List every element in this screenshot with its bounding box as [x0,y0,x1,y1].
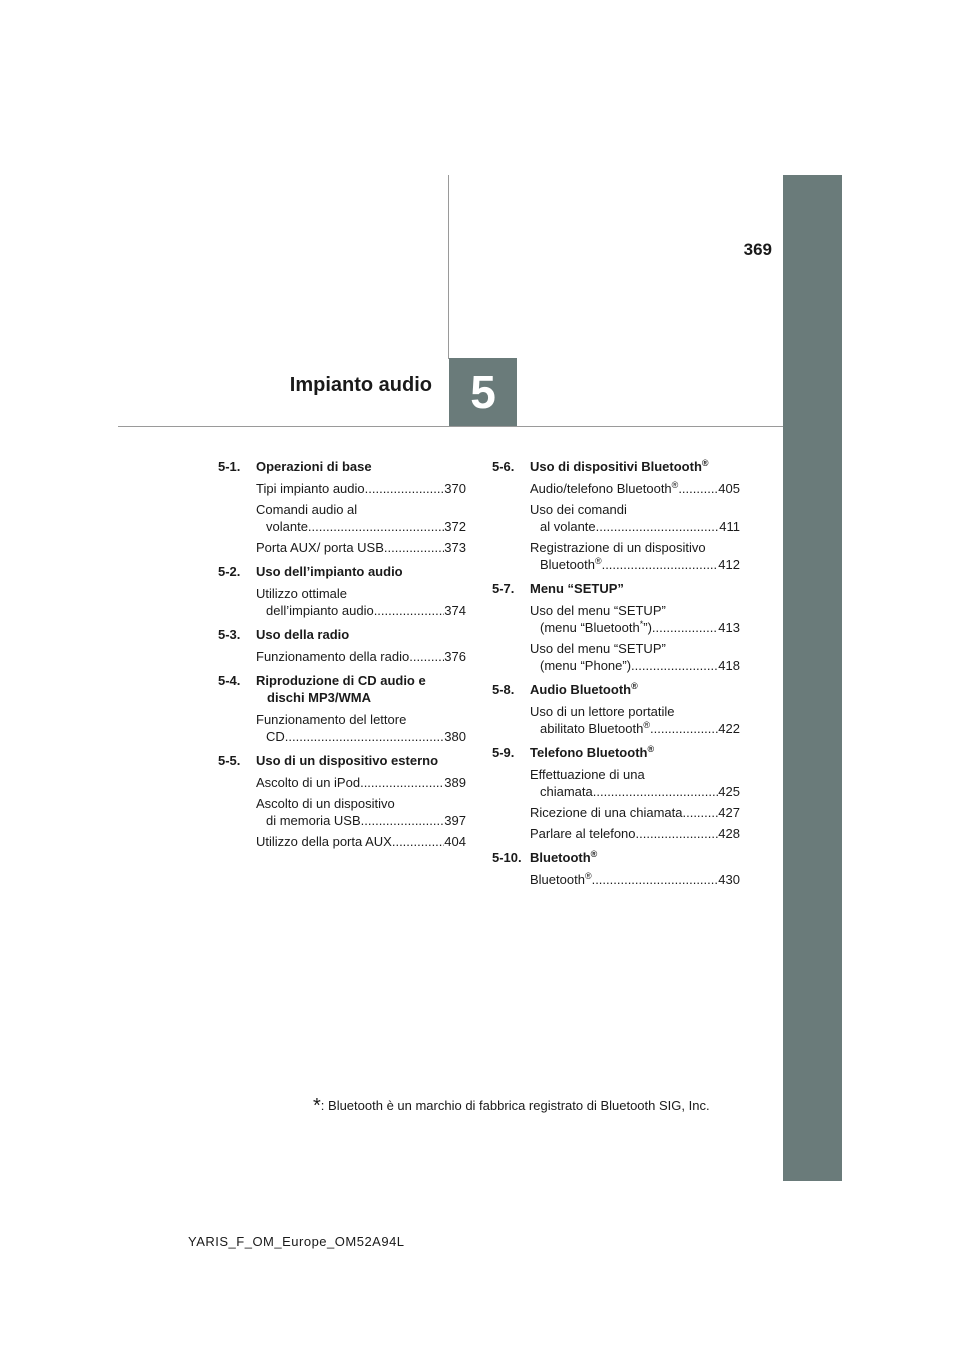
toc-entry[interactable] [256,648,466,665]
page-ref: 428 [718,826,740,841]
chapter-title: Impianto audio [289,374,432,396]
section-heading[interactable] [218,458,466,475]
footnote-text: : Bluetooth è un marchio di fabbrica registrato di Bluetooth SIG, Inc. [320,1098,710,1113]
leader-dots [636,825,719,842]
toc-entry[interactable] [530,766,740,800]
toc-entry[interactable] [256,774,466,791]
toc-entry[interactable] [256,585,466,619]
toc-left-column [218,458,466,857]
leader-dots [682,804,718,821]
toc-entry[interactable] [256,795,466,829]
entry-text: Parlare al telefono [530,826,636,841]
section-number: 5-6. [492,459,515,474]
leader-dots [652,619,718,636]
leader-dots [308,518,444,535]
page-ref: 376 [444,649,466,664]
entry-text: Effettuazione di una [530,767,645,782]
toc-section [492,744,740,842]
page-number: 369 [743,240,772,259]
page-ref: 425 [718,784,740,799]
toc-entry[interactable] [530,703,740,737]
entry-text: Ascolto di un dispositivo [256,796,395,811]
registered-mark: ® [594,556,602,566]
page-ref: 413 [718,620,740,635]
leader-dots [374,602,445,619]
toc-section [492,458,740,573]
section-number: 5-8. [492,682,515,697]
page-ref: 418 [718,658,740,673]
section-heading[interactable] [218,752,466,769]
entry-text: volante [266,519,308,534]
section-title: Uso di un dispositivo esterno [256,753,439,768]
page-ref: 427 [718,805,740,820]
page-ref: 389 [444,775,466,790]
leader-dots [360,774,444,791]
toc-entry[interactable] [530,501,740,535]
leader-dots [593,783,719,800]
registered-mark: ® [701,458,709,468]
leader-dots [361,812,445,829]
entry-text: (menu “Phone”) [540,658,632,673]
leader-dots [678,480,718,497]
toc-section [218,672,466,745]
toc-entry[interactable] [530,602,740,636]
section-title: Riproduzione di CD audio e dischi MP3/WMA [256,673,426,705]
toc-section [492,681,740,737]
toc-entry[interactable] [530,804,740,821]
section-heading[interactable] [492,681,740,698]
section-title: Operazioni di base [256,459,372,474]
toc-entry[interactable] [530,825,740,842]
entry-text: Funzionamento del lettore [256,712,407,727]
toc-entry[interactable] [256,539,466,556]
registered-mark: ® [631,681,638,691]
section-number: 5-3. [218,627,241,642]
entry-text: (menu “Bluetooth*”) [540,619,652,635]
leader-dots [602,556,719,573]
toc-right-column [492,458,740,895]
section-heading[interactable] [492,458,740,475]
toc-entry[interactable] [256,501,466,535]
section-heading[interactable] [492,744,740,761]
horizontal-divider [118,426,783,427]
leader-dots [409,648,444,665]
leader-dots [384,539,444,556]
entry-text: di memoria USB [266,813,361,828]
page-ref: 397 [444,813,466,828]
section-title: Uso dell’impianto audio [256,564,403,579]
entry-text: dell’impianto audio [266,603,374,618]
leader-dots [365,480,445,497]
entry-text: Registrazione di un dispositivo [530,540,706,555]
toc-section [218,563,466,619]
footnote [313,1095,710,1118]
leader-dots [596,518,720,535]
section-heading[interactable] [492,849,740,866]
entry-text: Utilizzo della porta AUX [256,834,392,849]
toc-section [492,580,740,674]
entry-text: Ascolto di un iPod [256,775,361,790]
section-number: 5-9. [492,745,515,760]
asterisk-marker: * [639,619,644,629]
registered-mark: ® [671,480,679,490]
page-ref: 373 [444,540,466,555]
section-number: 5-4. [218,673,241,688]
toc-section [218,752,466,850]
leader-dots [392,833,444,850]
page-ref: 405 [718,481,740,496]
section-number: 5-10. [492,850,522,865]
page-ref: 372 [444,519,466,534]
entry-text: chiamata [540,784,593,799]
toc-section [218,458,466,556]
section-number: 5-2. [218,564,241,579]
entry-text: Funzionamento della radio [256,649,410,664]
leader-dots [285,728,445,745]
registered-mark: ® [584,871,592,881]
section-number: 5-5. [218,753,241,768]
page-ref: 430 [718,872,740,887]
section-title: Uso della radio [256,627,350,642]
document-footer: YARIS_F_OM_Europe_OM52A94L [188,1234,405,1249]
toc-section [218,626,466,665]
registered-mark: ® [643,720,650,730]
section-heading[interactable] [492,580,740,597]
leader-dots [592,871,719,888]
page-ref: 412 [718,557,740,572]
chapter-number-box: 5 [449,358,517,426]
vertical-divider [448,175,449,359]
toc-entry[interactable] [256,480,466,497]
footnote-marker: * [313,1095,321,1117]
page-ref: 370 [444,481,466,496]
entry-text: Uso del menu “SETUP” [530,641,666,656]
page-ref: 422 [718,721,740,736]
toc-entry[interactable] [256,711,466,745]
section-number: 5-1. [218,459,241,474]
entry-text: Uso dei comandi [530,502,627,517]
section-title: Bluetooth® [530,849,598,865]
entry-text: Tipi impianto audio [256,481,365,496]
leader-dots [650,720,718,737]
section-title: Audio Bluetooth® [530,681,638,697]
section-title: Menu “SETUP” [530,581,624,596]
section-heading[interactable] [218,672,466,706]
entry-text: Bluetooth® [530,871,592,887]
registered-mark: ® [590,849,598,859]
entry-text: CD [266,729,285,744]
page-ref: 380 [444,729,466,744]
toc-entry[interactable] [256,833,466,850]
chapter-side-tab [783,175,842,1181]
section-title: Telefono Bluetooth® [530,744,655,760]
section-heading[interactable] [218,626,466,643]
toc-entry[interactable] [530,480,740,497]
page-ref: 374 [444,603,466,618]
section-number: 5-7. [492,581,515,596]
entry-text: Bluetooth® [540,556,602,572]
entry-text: abilitato Bluetooth® [540,720,650,736]
section-title: Uso di dispositivi Bluetooth® [530,458,709,474]
entry-text: Uso del menu “SETUP” [530,603,666,618]
entry-text: Porta AUX/ porta USB [256,540,384,555]
entry-text: Audio/telefono Bluetooth® [530,480,679,496]
page-ref: 404 [444,834,466,849]
toc-entry[interactable] [530,871,740,888]
page-ref: 411 [719,519,740,534]
toc-entry[interactable] [530,640,740,674]
entry-text: Uso di un lettore portatile [530,704,675,719]
leader-dots [631,657,718,674]
entry-text: Ricezione di una chiamata [530,805,683,820]
toc-section [492,849,740,888]
entry-text: Comandi audio al [256,502,358,517]
entry-text: al volante [540,519,596,534]
registered-mark: ® [647,744,655,754]
toc-entry[interactable] [530,539,740,573]
entry-text: Utilizzo ottimale [256,586,348,601]
section-heading[interactable] [218,563,466,580]
